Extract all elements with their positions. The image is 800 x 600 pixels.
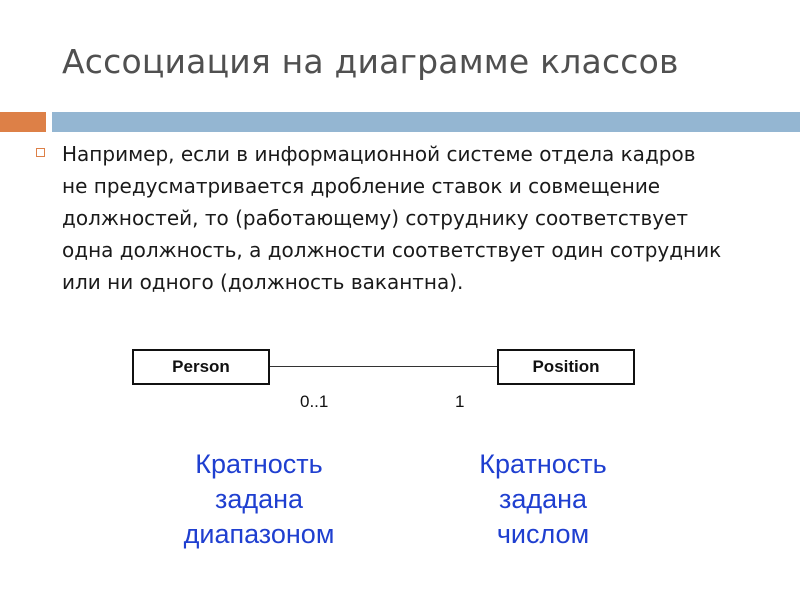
caption-range [139,447,379,552]
paragraph-line: одна должность, а должности соответствует один сотрудник [62,238,722,262]
caption-number [423,447,663,552]
caption-line: задана [498,484,588,514]
paragraph-line: должностей, то (работающему) сотруднику соответствует [62,206,689,230]
association-line [270,366,497,367]
class-box-person [132,349,270,385]
accent-bar-blue [52,112,800,132]
caption-line: диапазоном [183,519,335,549]
slide-title: Ассоциация на диаграмме классов [62,42,679,81]
caption-line: Кратность [195,449,323,479]
paragraph-line: не предусматривается дробление ставок и совмещение [62,174,661,198]
class-box-position [497,349,635,385]
class-name-person: Person [172,357,230,376]
multiplicity-right: 1 [455,392,465,411]
caption-line: Кратность [479,449,607,479]
bullet-square-icon [36,148,45,157]
class-name-position: Position [532,357,600,376]
paragraph-line: или ни одного (должность вакантна). [62,270,464,294]
paragraph [62,138,762,298]
caption-line: числом [496,519,590,549]
paragraph-line: Например, если в информационной системе отдела кадров [62,142,696,166]
multiplicity-left: 0..1 [300,392,329,411]
caption-line: задана [214,484,304,514]
accent-bar-orange [0,112,46,132]
